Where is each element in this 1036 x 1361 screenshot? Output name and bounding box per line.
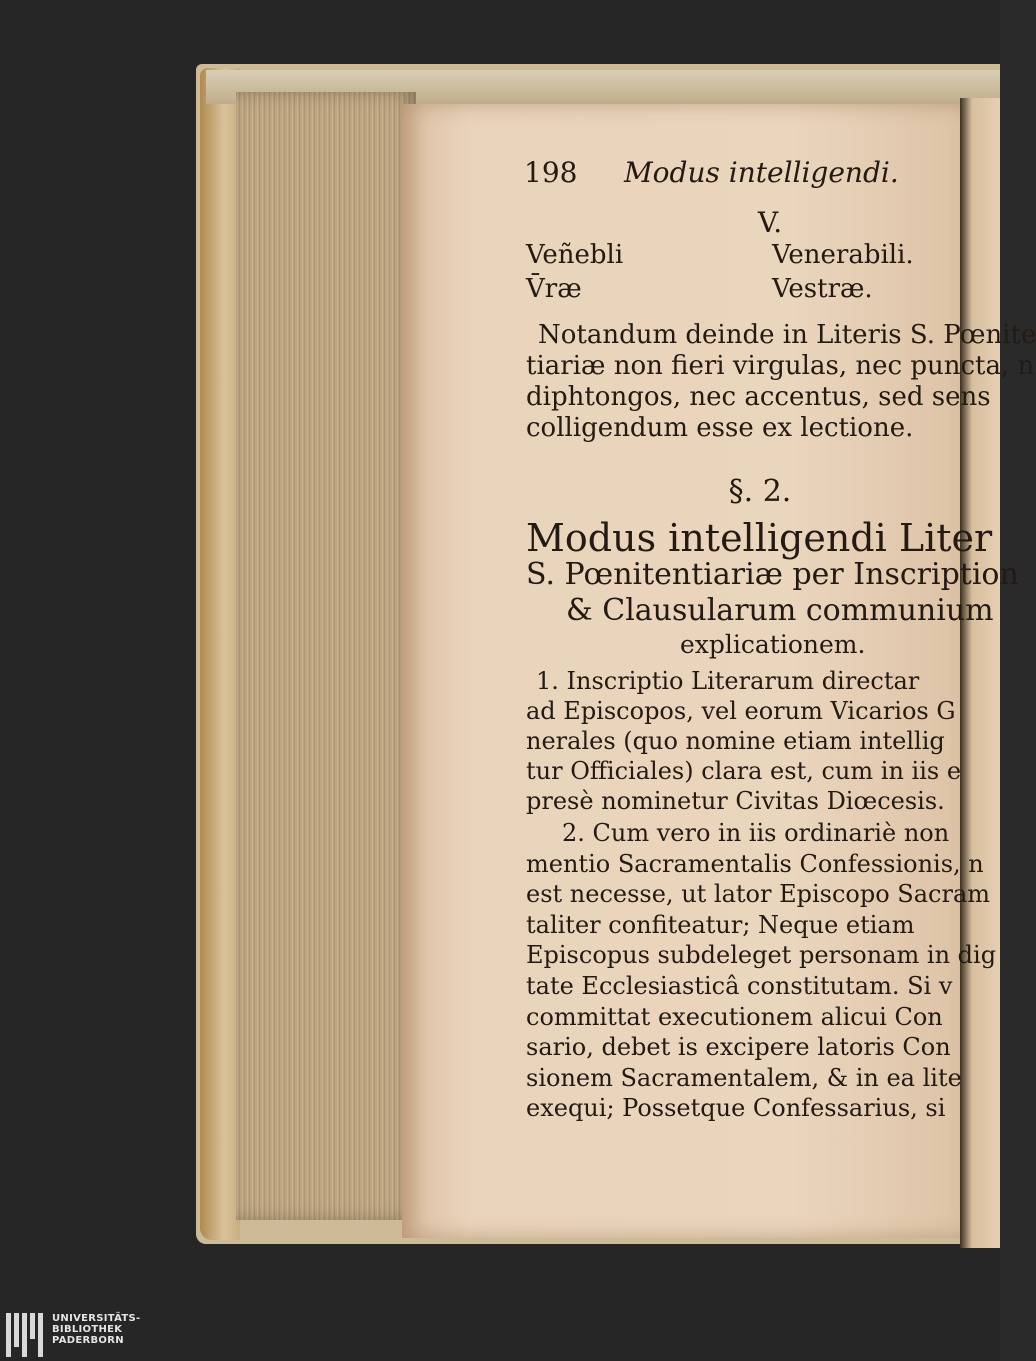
section-heading-line-1: Modus intelligendi Liter xyxy=(526,516,993,560)
para2-line-3: est necesse, ut lator Episcopo Sacram xyxy=(526,880,991,909)
para1-line-1: 1. Inscriptio Literarum directar xyxy=(536,667,920,695)
notandum-line-1: Notandum deinde in Literis S. Pœnite xyxy=(538,320,1036,350)
logo-line-3: PADERBORN xyxy=(52,1335,124,1346)
abbr-row-1-abbr: Veñebli xyxy=(526,240,624,270)
running-title: Modus intelligendi. xyxy=(624,156,899,189)
abbr-row-2-full: Vestræ. xyxy=(772,274,873,304)
abbr-row-2-abbr: V̄ræ xyxy=(526,274,582,304)
para2-line-1: 2. Cum vero in iis ordinariè non xyxy=(562,819,950,847)
notandum-line-4: colligendum esse ex lectione. xyxy=(526,413,914,443)
para2-line-5: Episcopus subdeleget personam in dig xyxy=(526,941,997,970)
page-number: 198 xyxy=(524,156,578,189)
viewer-footer xyxy=(0,1310,1000,1361)
para2-line-9: sionem Sacramentalem, & in ea lite xyxy=(526,1063,962,1092)
para2-line-10: exequi; Possetque Confessarius, si xyxy=(526,1094,946,1123)
para1-line-4: tur Officiales) clara est, cum in iis e xyxy=(526,757,962,785)
para2-line-6: tate Ecclesiasticâ constitutam. Si v xyxy=(526,971,953,1000)
para1-line-2: ad Episcopos, vel eorum Vicarios G xyxy=(526,697,956,725)
para1-line-5: presè nominetur Civitas Diœcesis. xyxy=(526,787,945,815)
paragraph-1 xyxy=(526,666,962,816)
paragraph-2 xyxy=(526,818,997,1124)
section-v-label: V. xyxy=(757,206,783,239)
logo-line-2: BIBLIOTHEK xyxy=(52,1324,123,1335)
library-logo-text xyxy=(52,1313,141,1346)
para2-line-2: mentio Sacramentalis Confessionis, n xyxy=(526,849,984,878)
library-logo-icon xyxy=(6,1313,46,1357)
abbr-row-1-full: Venerabili. xyxy=(772,240,914,270)
section-heading-line-4: explicationem. xyxy=(680,630,866,659)
para2-line-8: sario, debet is excipere latoris Con xyxy=(526,1033,951,1062)
logo-line-1: UNIVERSITÄTS- xyxy=(52,1313,141,1324)
para2-line-4: taliter confiteatur; Neque etiam xyxy=(526,910,915,939)
running-header xyxy=(524,156,964,196)
notandum-line-2: tiariæ non fieri virgulas, nec puncta, n xyxy=(526,351,1035,381)
notandum-line-3: diphtongos, nec accentus, sed sens xyxy=(526,382,991,412)
section-mark: §. 2. xyxy=(728,474,792,509)
para1-line-3: nerales (quo nomine etiam intellig xyxy=(526,727,945,755)
section-heading-line-3: & Clausularum communium xyxy=(566,593,994,628)
section-heading-line-2: S. Pœnitentiariæ per Inscription xyxy=(526,557,1019,592)
notandum-paragraph xyxy=(526,320,1036,444)
para2-line-7: committat executionem alicui Con xyxy=(526,1002,943,1031)
